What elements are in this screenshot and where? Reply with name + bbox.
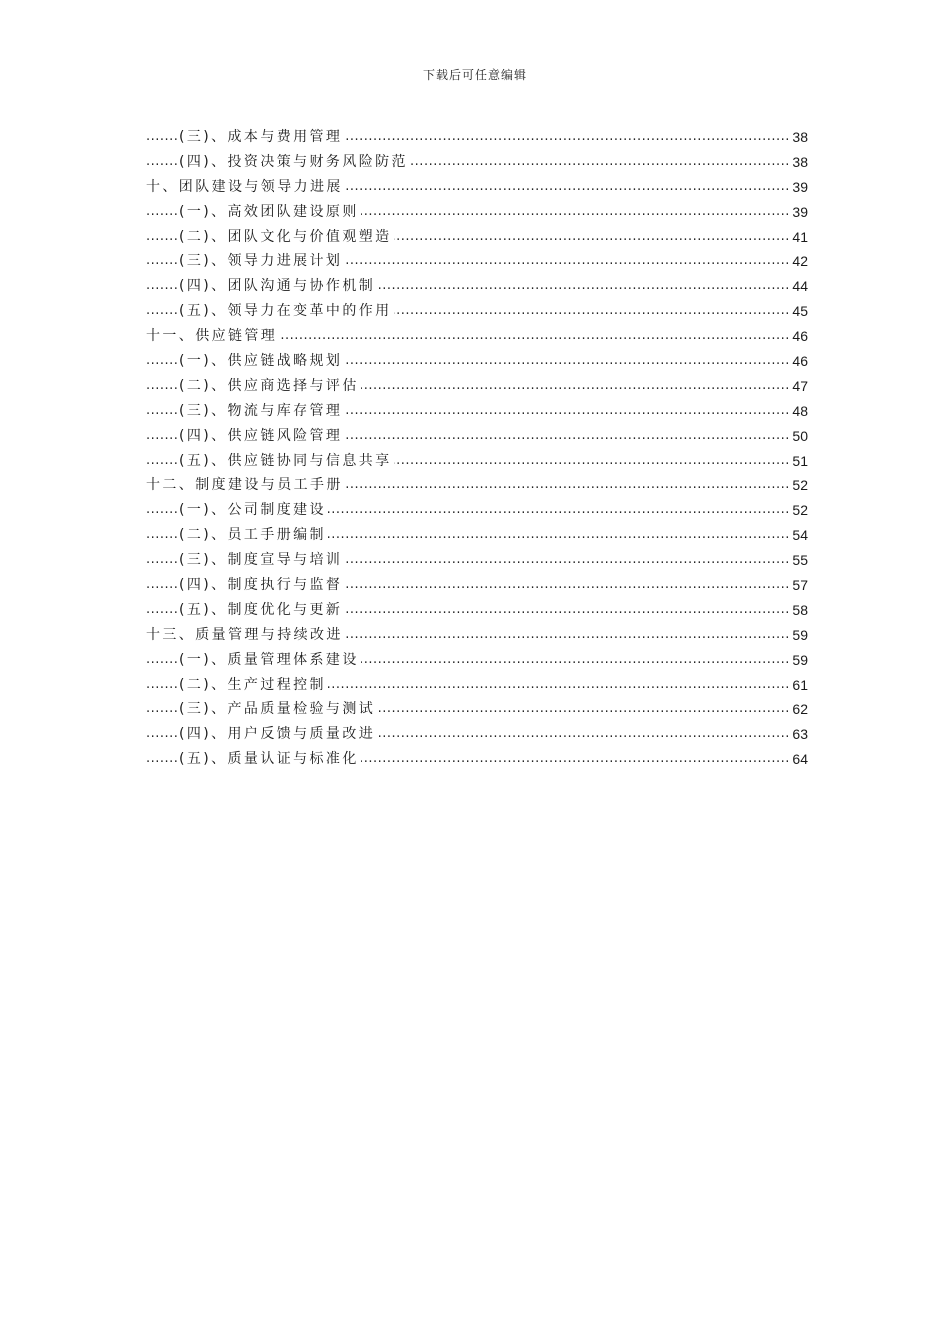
toc-section-entry[interactable] bbox=[146, 747, 808, 772]
toc-entry-title: 十、团队建设与领导力进展 bbox=[146, 178, 343, 195]
toc-section-entry[interactable] bbox=[146, 225, 808, 250]
toc-section-entry[interactable] bbox=[146, 125, 808, 150]
toc-entry-title: (一)、供应链战略规划 bbox=[179, 353, 343, 370]
toc-entry-title: (四)、团队沟通与协作机制 bbox=[179, 278, 376, 295]
toc-entry-title: (三)、制度宣导与培训 bbox=[179, 552, 343, 569]
toc-entry-title: (三)、产品质量检验与测试 bbox=[179, 701, 376, 718]
toc-entry-title: (五)、领导力在变革中的作用 bbox=[179, 303, 392, 320]
toc-entry-page-number: 38 bbox=[790, 150, 808, 175]
toc-entry-title: (五)、制度优化与更新 bbox=[179, 601, 343, 618]
toc-entry-page-number: 59 bbox=[790, 648, 808, 673]
toc-entry-title: (四)、投资决策与财务风险防范 bbox=[179, 153, 408, 170]
toc-entry-title: 十三、质量管理与持续改进 bbox=[146, 626, 343, 643]
toc-section-entry[interactable] bbox=[146, 299, 808, 324]
toc-section-entry[interactable] bbox=[146, 374, 808, 399]
toc-section-entry[interactable] bbox=[146, 399, 808, 424]
toc-chapter-entry[interactable] bbox=[146, 623, 808, 648]
toc-section-entry[interactable] bbox=[146, 648, 808, 673]
toc-section-entry[interactable] bbox=[146, 349, 808, 374]
toc-section-entry[interactable] bbox=[146, 249, 808, 274]
toc-entry-title: (四)、用户反馈与质量改进 bbox=[179, 726, 376, 743]
toc-entry-title: 十一、供应链管理 bbox=[146, 328, 278, 345]
toc-entry-page-number: 54 bbox=[790, 523, 808, 548]
toc-section-entry[interactable] bbox=[146, 523, 808, 548]
toc-entry-page-number: 58 bbox=[790, 598, 808, 623]
toc-entry-page-number: 51 bbox=[790, 449, 808, 474]
toc-section-entry[interactable] bbox=[146, 548, 808, 573]
toc-entry-title: (二)、团队文化与价值观塑造 bbox=[179, 228, 392, 245]
toc-section-entry[interactable] bbox=[146, 274, 808, 299]
toc-entry-page-number: 44 bbox=[790, 274, 808, 299]
toc-entry-page-number: 46 bbox=[790, 324, 808, 349]
toc-entry-page-number: 55 bbox=[790, 548, 808, 573]
toc-entry-page-number: 47 bbox=[790, 374, 808, 399]
toc-entry-page-number: 39 bbox=[790, 200, 808, 225]
toc-chapter-entry[interactable] bbox=[146, 175, 808, 200]
toc-entry-page-number: 62 bbox=[790, 697, 808, 722]
toc-entry-page-number: 48 bbox=[790, 399, 808, 424]
toc-entry-page-number: 46 bbox=[790, 349, 808, 374]
toc-entry-title: (四)、供应链风险管理 bbox=[179, 427, 343, 444]
toc-section-entry[interactable] bbox=[146, 722, 808, 747]
toc-section-entry[interactable] bbox=[146, 449, 808, 474]
toc-entry-page-number: 57 bbox=[790, 573, 808, 598]
toc-entry-page-number: 42 bbox=[790, 249, 808, 274]
toc-entry-page-number: 63 bbox=[790, 722, 808, 747]
toc-chapter-entry[interactable] bbox=[146, 473, 808, 498]
toc-entry-page-number: 39 bbox=[790, 175, 808, 200]
toc-section-entry[interactable] bbox=[146, 573, 808, 598]
toc-entry-title: (一)、质量管理体系建设 bbox=[179, 651, 359, 668]
toc-entry-page-number: 45 bbox=[790, 299, 808, 324]
toc-entry-title: (二)、供应商选择与评估 bbox=[179, 377, 359, 394]
toc-entry-title: (五)、质量认证与标准化 bbox=[179, 751, 359, 768]
toc-entry-title: (三)、领导力进展计划 bbox=[179, 253, 343, 270]
toc-entry-page-number: 64 bbox=[790, 747, 808, 772]
toc-entry-title: (四)、制度执行与监督 bbox=[179, 577, 343, 594]
toc-entry-title: (一)、高效团队建设原则 bbox=[179, 203, 359, 220]
toc-section-entry[interactable] bbox=[146, 498, 808, 523]
toc-chapter-entry[interactable] bbox=[146, 324, 808, 349]
toc-entry-page-number: 50 bbox=[790, 424, 808, 449]
toc-entry-page-number: 59 bbox=[790, 623, 808, 648]
toc-entry-title: (一)、公司制度建设 bbox=[179, 502, 326, 519]
table-of-contents bbox=[146, 125, 808, 772]
toc-entry-page-number: 41 bbox=[790, 225, 808, 250]
toc-entry-title: 十二、制度建设与员工手册 bbox=[146, 477, 343, 494]
toc-section-entry[interactable] bbox=[146, 598, 808, 623]
toc-entry-title: (五)、供应链协同与信息共享 bbox=[179, 452, 392, 469]
toc-entry-title: (二)、生产过程控制 bbox=[179, 676, 326, 693]
toc-entry-title: (二)、员工手册编制 bbox=[179, 527, 326, 544]
toc-section-entry[interactable] bbox=[146, 200, 808, 225]
page-header: 下载后可任意编辑 bbox=[422, 68, 527, 82]
toc-section-entry[interactable] bbox=[146, 697, 808, 722]
toc-entry-page-number: 52 bbox=[790, 498, 808, 523]
toc-entry-page-number: 52 bbox=[790, 473, 808, 498]
toc-entry-page-number: 38 bbox=[790, 125, 808, 150]
toc-section-entry[interactable] bbox=[146, 673, 808, 698]
toc-entry-page-number: 61 bbox=[790, 673, 808, 698]
toc-section-entry[interactable] bbox=[146, 424, 808, 449]
toc-section-entry[interactable] bbox=[146, 150, 808, 175]
toc-entry-title: (三)、成本与费用管理 bbox=[179, 129, 343, 145]
toc-entry-title: (三)、物流与库存管理 bbox=[179, 402, 343, 419]
